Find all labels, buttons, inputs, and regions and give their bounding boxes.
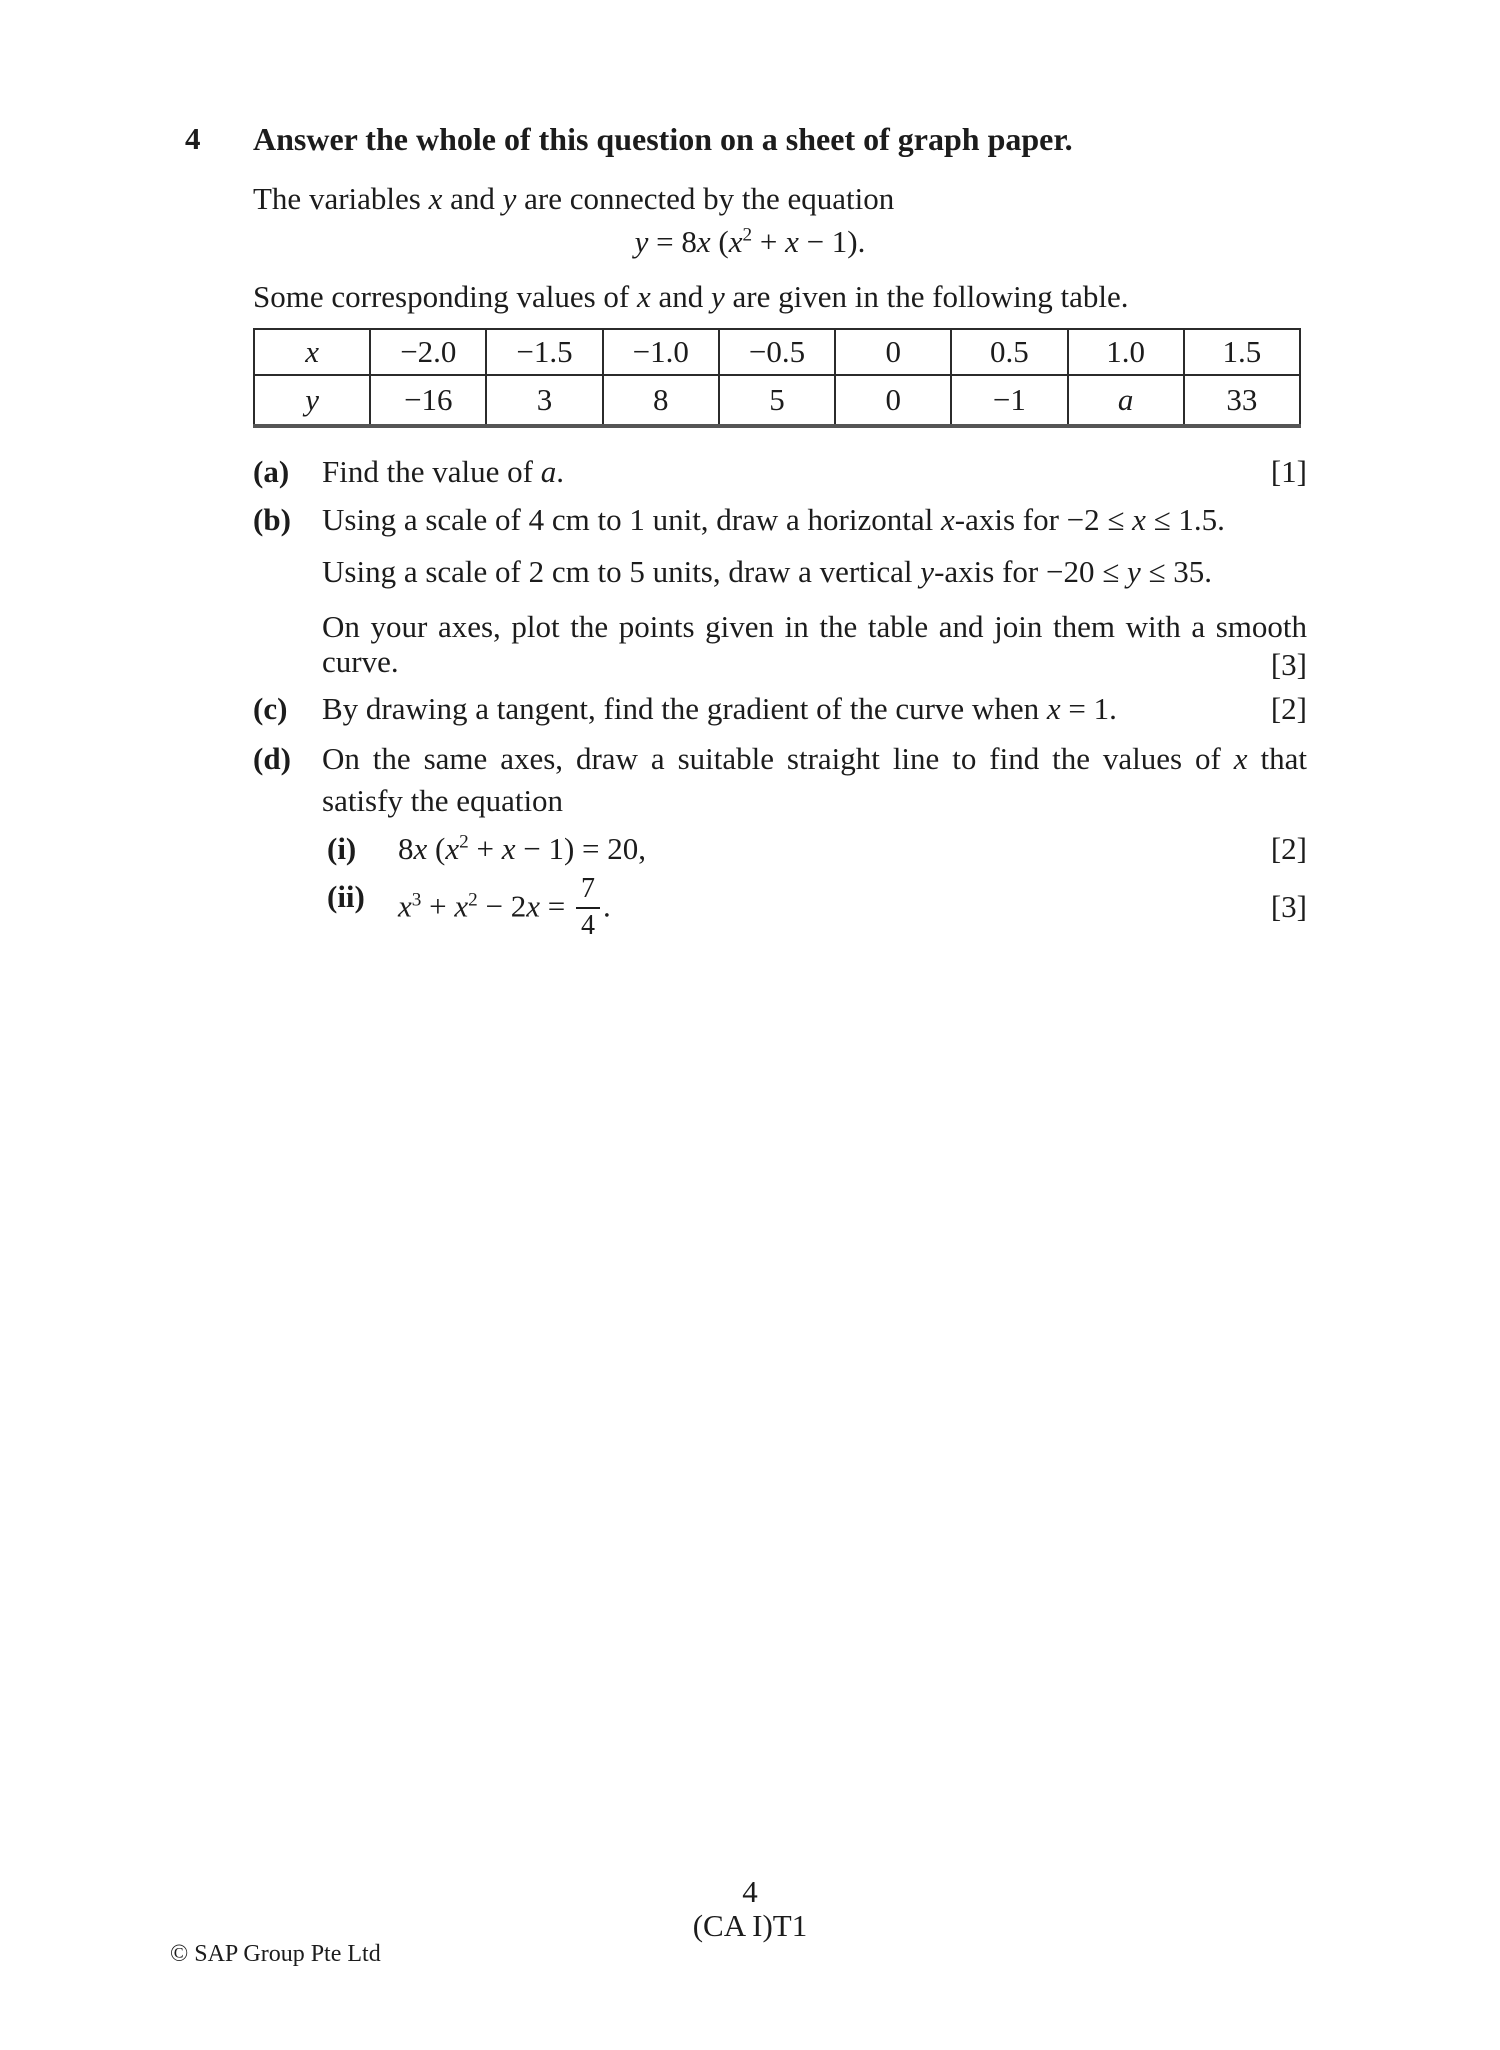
part-c-text: By drawing a tangent, find the gradient of the curve when x = 1. — [322, 691, 1117, 726]
table-cell: 0 — [835, 375, 951, 426]
part-c-mark: [2] — [1270, 691, 1307, 726]
table-cell: 5 — [719, 375, 835, 426]
part-a-text: Find the value of a. — [322, 454, 564, 489]
table-cell: −1.0 — [603, 329, 719, 375]
table-cell: −1 — [951, 375, 1067, 426]
part-d-label: (d) — [253, 741, 291, 776]
part-a-row — [253, 452, 1307, 492]
table-cell: −0.5 — [719, 329, 835, 375]
question-heading: Answer the whole of this question on a sheet of graph paper. — [253, 121, 1073, 157]
table-cell: x — [254, 329, 370, 375]
part-c-label: (c) — [253, 691, 288, 726]
table-cell: 0 — [835, 329, 951, 375]
table-cell: −1.5 — [486, 329, 602, 375]
table-row — [254, 375, 1300, 426]
part-a-label: (a) — [253, 454, 290, 489]
table-cell: −2.0 — [370, 329, 486, 375]
part-d-ii-row — [253, 873, 1307, 942]
table-cell: 8 — [603, 375, 719, 426]
footer-copyright: © SAP Group Pte Ltd — [170, 1941, 381, 1967]
part-b-mark: [3] — [1270, 647, 1307, 682]
part-d-line2: satisfy the equation — [322, 783, 564, 818]
part-b-line1: Using a scale of 4 cm to 1 unit, draw a horizontal x-axis for −2 ≤ x ≤ 1.5. — [322, 502, 1225, 537]
part-d-row — [253, 739, 1307, 779]
part-c-row — [253, 689, 1307, 729]
part-b-label: (b) — [253, 502, 291, 537]
table-cell: y — [254, 375, 370, 426]
part-d-line1: On the same axes, draw a suitable straight line to find the values of x that — [322, 741, 1307, 776]
intro-text: The variables x and y are connected by the equation — [253, 181, 895, 216]
table-intro-text: Some corresponding values of x and y are given in the following table. — [253, 279, 1129, 314]
part-d-ii-mark: [3] — [1270, 889, 1307, 924]
part-b-line4: curve. — [322, 644, 399, 679]
part-b-line3-row — [253, 607, 1307, 647]
table-row — [254, 329, 1300, 375]
part-d-i-formula: 8x $(x^2 + x - 1) = 20$, — [398, 831, 647, 866]
part-b-line2: Using a scale of 2 cm to 5 units, draw a vertical y-axis for −20 ≤ y ≤ 35. — [322, 554, 1212, 589]
footer-page-number: 4 — [742, 1874, 758, 1909]
part-d-i-row — [253, 829, 1307, 869]
part-b-line4-row — [253, 642, 1307, 682]
table-cell: 1.5 — [1184, 329, 1300, 375]
part-d-line2-row — [253, 781, 1307, 821]
table-cell: a — [1068, 375, 1184, 426]
fraction: $\frac{7}{4}$ — [576, 875, 600, 940]
part-d-i-mark: [2] — [1270, 831, 1307, 866]
values-table — [253, 328, 1301, 428]
question-number: 4 — [185, 121, 201, 156]
table-cell: −16 — [370, 375, 486, 426]
table-cell: 0.5 — [951, 329, 1067, 375]
part-b-row — [253, 500, 1307, 540]
part-a-mark: [1] — [1270, 454, 1307, 489]
table-cell: 3 — [486, 375, 602, 426]
table-cell: 1.0 — [1068, 329, 1184, 375]
part-b-line3: On your axes, plot the points given in the table and join them with a smooth — [322, 609, 1307, 644]
part-b-line2-row — [253, 552, 1307, 592]
equation: y = 8x $(x^2 + x - 1)$. — [634, 224, 866, 259]
part-d-i-label: (i) — [327, 831, 357, 866]
part-d-ii-label: (ii) — [327, 879, 365, 914]
table-cell: 33 — [1184, 375, 1300, 426]
part-d-ii-formula: $x^3 + x^2 - 2x$ = $\frac{7}{4}$ . — [398, 873, 611, 941]
footer-paper-code: (CA I)T1 — [692, 1908, 808, 1943]
